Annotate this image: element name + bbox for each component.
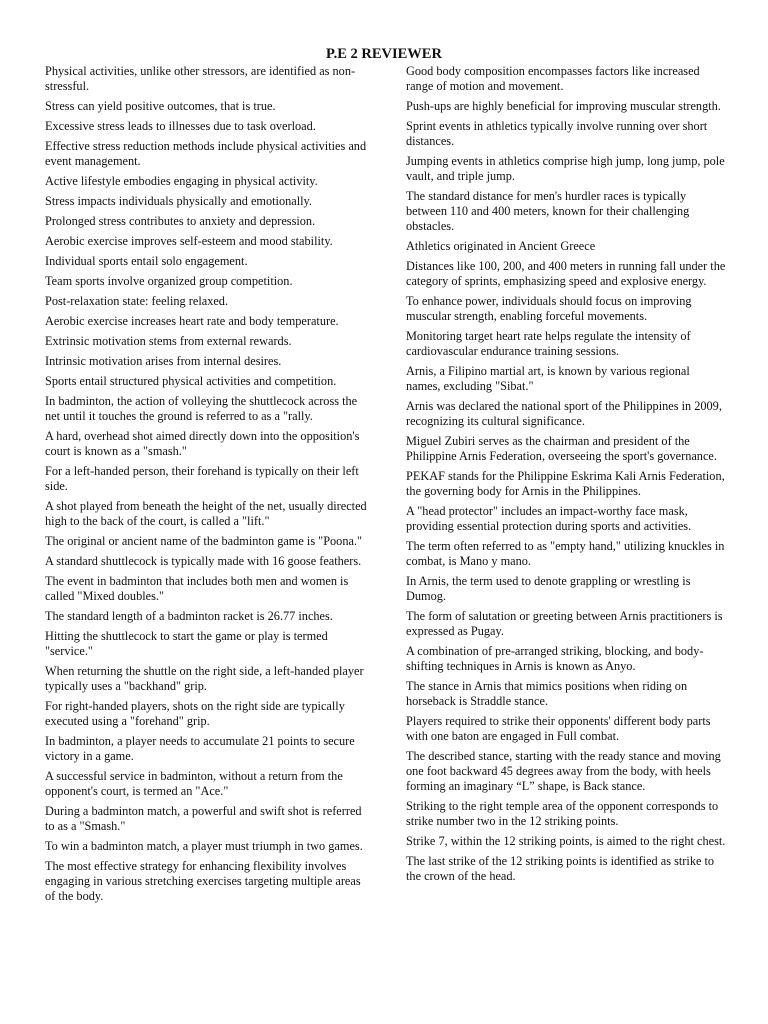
reviewer-item: Arnis was declared the national sport of the Philippines in 2009, recognizing its cultural significance.: [406, 399, 722, 428]
reviewer-item: During a badminton match, a powerful and swift shot is referred to as a "Smash.": [45, 804, 362, 833]
right-column: [406, 64, 726, 889]
reviewer-item: A "head protector" includes an impact-worthy face mask, providing essential protection during sports and activities.: [406, 504, 692, 533]
reviewer-item: A combination of pre-arranged striking, blocking, and body-shifting techniques in Arnis is known as Anyo.: [406, 644, 704, 673]
reviewer-item: Athletics originated in Ancient Greece: [406, 239, 596, 253]
reviewer-item: Good body composition encompasses factors like increased range of motion and movement.: [406, 64, 700, 93]
reviewer-item: Hitting the shuttlecock to start the game or play is termed "service.": [45, 629, 328, 658]
reviewer-item: For right-handed players, shots on the right side are typically executed using a "forehand" grip.: [45, 699, 345, 728]
reviewer-item: A standard shuttlecock is typically made with 16 goose feathers.: [45, 554, 362, 568]
reviewer-item: Prolonged stress contributes to anxiety and depression.: [45, 214, 316, 228]
reviewer-item: The last strike of the 12 striking points is identified as strike to the crown of the head.: [406, 854, 715, 883]
reviewer-item: Distances like 100, 200, and 400 meters in running fall under the category of sprints, emphasizing speed and explosive energy.: [406, 259, 726, 288]
reviewer-item: Stress impacts individuals physically and emotionally.: [45, 194, 312, 208]
reviewer-item: The original or ancient name of the badminton game is "Poona.": [45, 534, 363, 548]
reviewer-item: The stance in Arnis that mimics positions when riding on horseback is Straddle stance.: [406, 679, 688, 708]
reviewer-item: The event in badminton that includes both men and women is called "Mixed doubles.": [45, 574, 349, 603]
reviewer-item: The standard distance for men's hurdler races is typically between 110 and 400 meters, known for their challenging obstacles.: [406, 189, 690, 233]
reviewer-item: Intrinsic motivation arises from internal desires.: [45, 354, 282, 368]
reviewer-item: In badminton, the action of volleying the shuttlecock across the net until it touches the ground is referred to as a "rally.: [45, 394, 358, 423]
reviewer-item: In Arnis, the term used to denote grappling or wrestling is Dumog.: [406, 574, 691, 603]
reviewer-item: Aerobic exercise increases heart rate and body temperature.: [45, 314, 339, 328]
reviewer-item: PEKAF stands for the Philippine Eskrima Kali Arnis Federation, the governing body for Arnis in the Philippines.: [406, 469, 725, 498]
reviewer-item: Miguel Zubiri serves as the chairman and president of the Philippine Arnis Federation, overseeing the sport's governance.: [406, 434, 717, 463]
reviewer-item: Excessive stress leads to illnesses due to task overload.: [45, 119, 316, 133]
left-column: [45, 64, 370, 909]
reviewer-item: For a left-handed person, their forehand is typically on their left side.: [45, 464, 359, 493]
reviewer-item: Jumping events in athletics comprise high jump, long jump, pole vault, and triple jump.: [406, 154, 725, 183]
reviewer-item: To enhance power, individuals should focus on improving muscular strength, enabling forceful movements.: [406, 294, 692, 323]
reviewer-item: A shot played from beneath the height of the net, usually directed high to the back of the court, is called a "lift.": [45, 499, 367, 528]
reviewer-item: Striking to the right temple area of the opponent corresponds to strike number two in the 12 striking points.: [406, 799, 719, 828]
reviewer-item: Aerobic exercise improves self-esteem and mood stability.: [45, 234, 333, 248]
reviewer-item: Monitoring target heart rate helps regulate the intensity of cardiovascular endurance training sessions.: [406, 329, 691, 358]
reviewer-item: The term often referred to as "empty hand," utilizing knuckles in combat, is Mano y mano.: [406, 539, 725, 568]
reviewer-item: Post-relaxation state: feeling relaxed.: [45, 294, 229, 308]
reviewer-item: Strike 7, within the 12 striking points, is aimed to the right chest.: [406, 834, 726, 848]
reviewer-item: The form of salutation or greeting between Arnis practitioners is expressed as Pugay.: [406, 609, 723, 638]
reviewer-item: Team sports involve organized group competition.: [45, 274, 293, 288]
reviewer-item: A successful service in badminton, without a return from the opponent's court, is termed an "Ace.": [45, 769, 343, 798]
reviewer-item: Sprint events in athletics typically involve running over short distances.: [406, 119, 708, 148]
reviewer-item: Extrinsic motivation stems from external rewards.: [45, 334, 292, 348]
reviewer-item: Effective stress reduction methods include physical activities and event management.: [45, 139, 367, 168]
reviewer-item: Stress can yield positive outcomes, that is true.: [45, 99, 276, 113]
reviewer-item: When returning the shuttle on the right side, a left-handed player typically uses a "backhand" grip.: [45, 664, 364, 693]
reviewer-item: The most effective strategy for enhancing flexibility involves engaging in various stretching exercises targeting multiple areas of the body.: [45, 859, 361, 903]
reviewer-item: Active lifestyle embodies engaging in physical activity.: [45, 174, 318, 188]
document-title: P.E 2 REVIEWER: [326, 46, 442, 62]
reviewer-item: The standard length of a badminton racket is 26.77 inches.: [45, 609, 333, 623]
reviewer-item: Individual sports entail solo engagement.: [45, 254, 248, 268]
reviewer-item: The described stance, starting with the ready stance and moving one foot backward 45 degrees away from the body, with heels forming an imaginary “L” shape, is Back stance.: [406, 749, 721, 793]
reviewer-item: Sports entail structured physical activities and competition.: [45, 374, 337, 388]
reviewer-item: Physical activities, unlike other stressors, are identified as non-stressful.: [45, 64, 356, 93]
reviewer-item: Players required to strike their opponents' different body parts with one baton are engaged in Full combat.: [406, 714, 711, 743]
reviewer-item: To win a badminton match, a player must triumph in two games.: [45, 839, 363, 853]
reviewer-item: Arnis, a Filipino martial art, is known by various regional names, excluding "Sibat.": [406, 364, 690, 393]
reviewer-item: Push-ups are highly beneficial for improving muscular strength.: [406, 99, 721, 113]
reviewer-item: In badminton, a player needs to accumulate 21 points to secure victory in a game.: [45, 734, 355, 763]
reviewer-item: A hard, overhead shot aimed directly down into the opposition's court is known as a "smash.": [45, 429, 360, 458]
